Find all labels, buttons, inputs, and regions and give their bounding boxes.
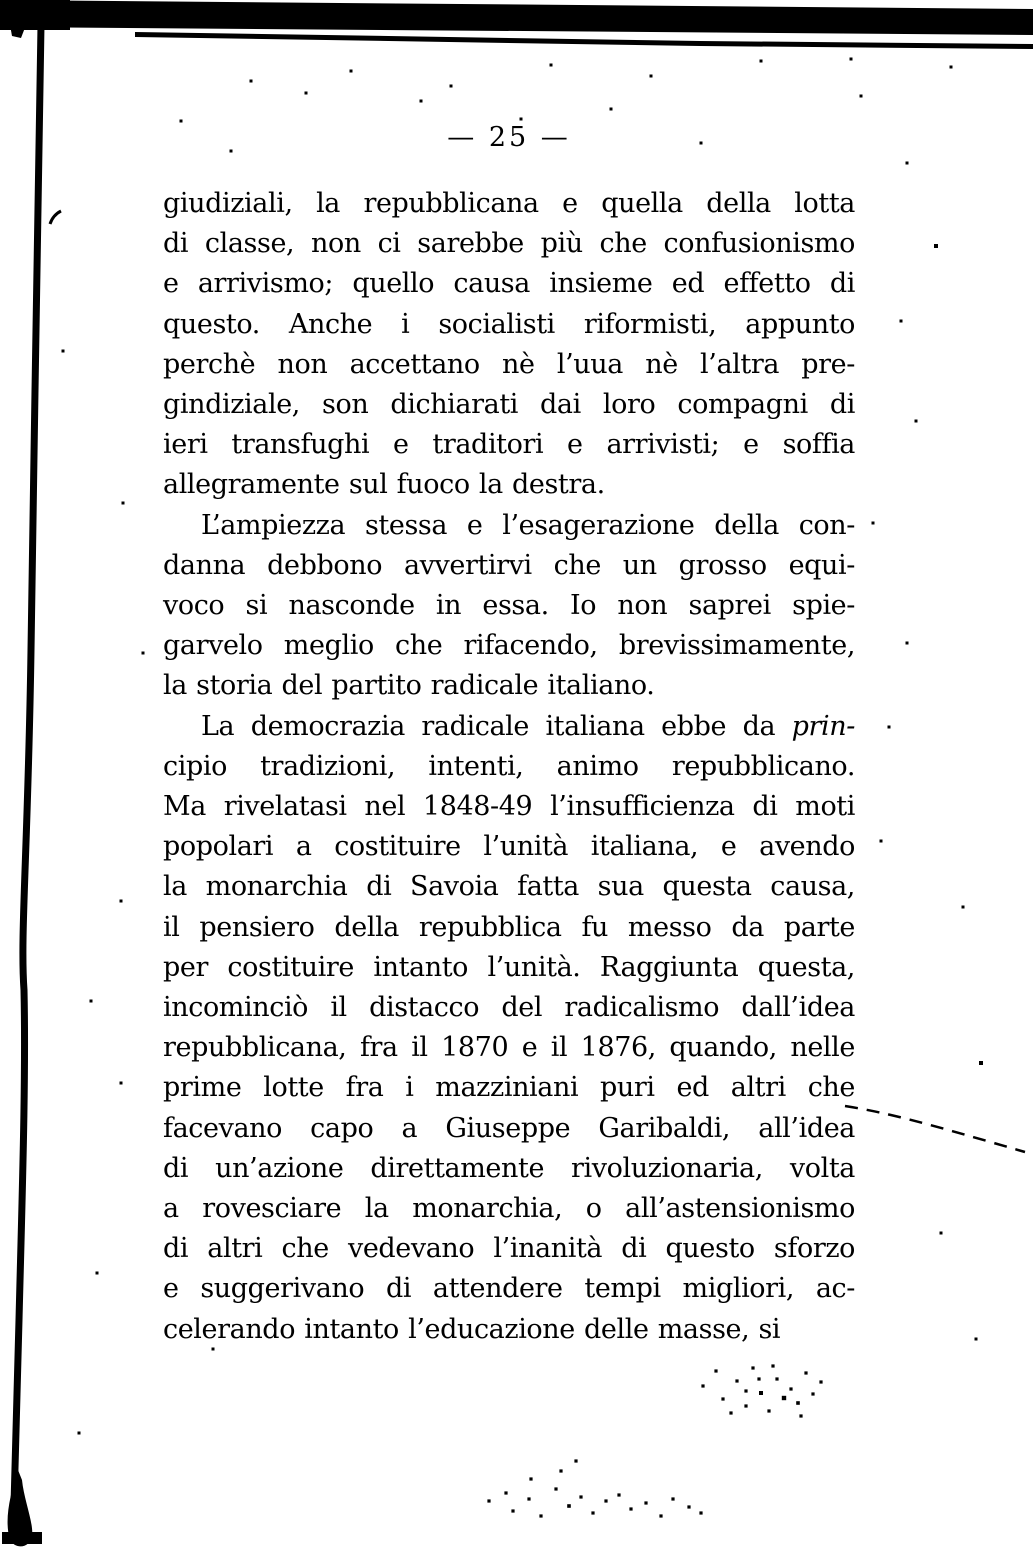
text-line: celerando intanto l’educazione delle masse, si xyxy=(163,1313,781,1345)
text-line: di un’azione direttamente rivoluzionaria, volta xyxy=(163,1152,855,1184)
right-margin-crease-line xyxy=(845,1106,1025,1152)
bottom-left-foot-blot xyxy=(2,1532,42,1544)
text-line: il pensiero della repubblica fu messo da parte xyxy=(163,911,855,943)
text-line: di altri che vedevano l’inanità di questo sforzo xyxy=(163,1233,855,1265)
text-line: garvelo meglio che rifacendo, brevissimamente, xyxy=(163,630,855,662)
text-line xyxy=(163,707,855,747)
top-edge-scan-bar xyxy=(0,0,1033,35)
top-left-corner-blot xyxy=(0,0,70,30)
text-line: la monarchia di Savoia fatta sua questa causa, xyxy=(163,871,855,903)
text-line: prime lotte fra i mazziniani puri ed altri che xyxy=(163,1072,855,1104)
text-line: cipio tradizioni, intenti, animo repubblicano. xyxy=(163,750,855,782)
text-line: gindiziale, son dichiarati dai loro compagni di xyxy=(163,389,855,421)
text-line: popolari a costituire l’unità italiana, e avendo xyxy=(163,831,855,863)
text-line: voco si nasconde in essa. Io non saprei spie- xyxy=(163,590,855,622)
text-line: ieri transfughi e traditori e arrivisti; e soffia xyxy=(163,429,855,461)
left-edge-scan-line xyxy=(14,25,41,1505)
top-edge-scan-line xyxy=(135,32,1033,49)
left-margin-ink-tick xyxy=(50,211,61,224)
text-line: danna debbono avvertirvi che un grosso equi- xyxy=(163,549,855,581)
top-left-drip xyxy=(10,25,26,38)
text-block xyxy=(163,184,855,1350)
text-line: perchè non accettano nè l’uua nè l’altra pre- xyxy=(163,348,855,380)
text-line: repubblicana, fra il 1870 e il 1876, quando, nelle xyxy=(163,1032,855,1064)
text-line: per costituire intanto l’unità. Raggiunta questa, xyxy=(163,951,855,983)
page-number: — 25 — xyxy=(447,122,571,153)
text-line: e suggerivano di attendere tempi migliori, ac- xyxy=(163,1273,855,1305)
text-line: questo. Anche i socialisti riformisti, appunto xyxy=(163,308,855,340)
scan-noise-specks xyxy=(0,0,2,2)
text-line: giudiziali, la repubblicana e quella della lotta xyxy=(163,188,855,219)
text-line: facevano capo a Giuseppe Garibaldi, all’idea xyxy=(163,1112,855,1144)
text-line: incominciò il distacco del radicalismo dall’idea xyxy=(163,992,855,1024)
italic-text-run: prin- xyxy=(791,710,855,742)
text-line: a rovesciare la monarchia, o all’astensionismo xyxy=(163,1193,855,1225)
text-line: allegramente sul fuoco la destra. xyxy=(163,469,605,501)
text-line: la storia del partito radicale italiano. xyxy=(163,670,655,702)
text-line: L’ampiezza stessa e l’esagerazione della con- xyxy=(201,509,855,541)
text-line: Ma rivelatasi nel 1848-49 l’insufficienza di moti xyxy=(163,791,855,823)
text-line: di classe, non ci sarebbe più che confusionismo xyxy=(163,228,855,260)
text-line: e arrivismo; quello causa insieme ed effetto di xyxy=(163,268,855,300)
left-edge-bottom-blob xyxy=(8,1470,33,1546)
text-run: La democrazia radicale italiana ebbe da xyxy=(201,710,792,742)
